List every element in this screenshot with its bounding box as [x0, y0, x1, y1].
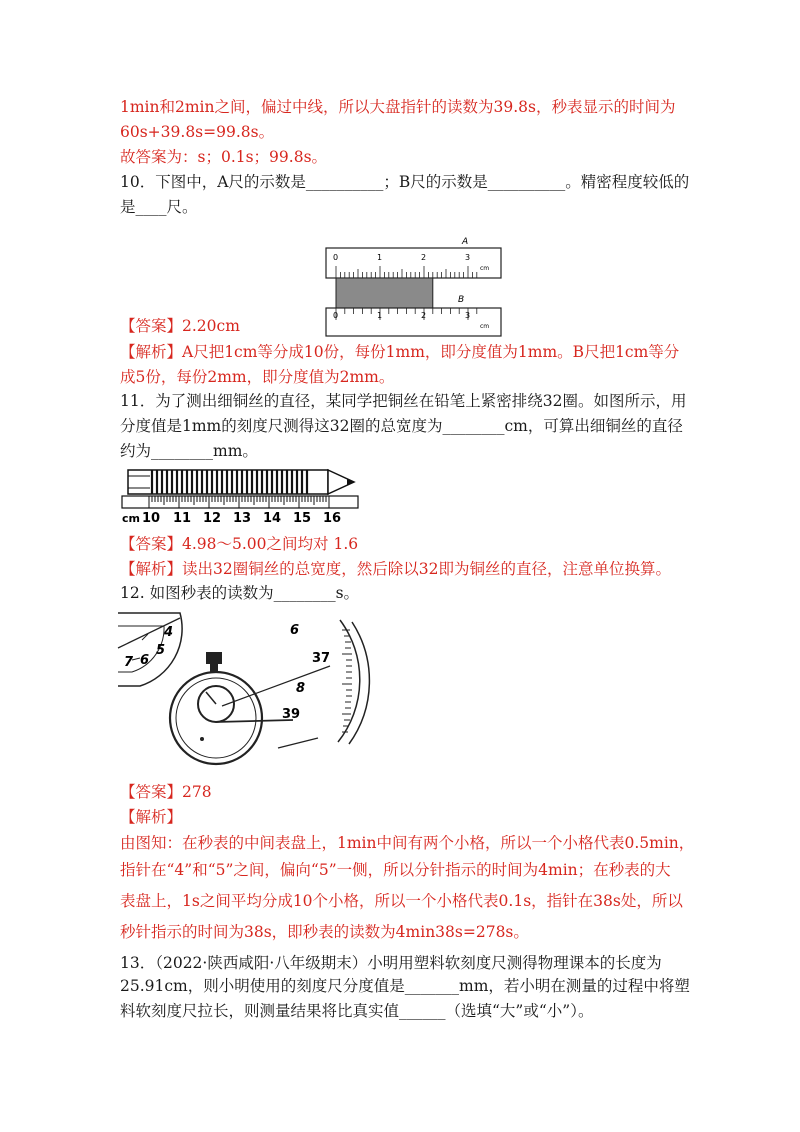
q11-text-line-1: 11．为了测出细铜丝的直径，某同学把铜丝在铅笔上紧密排绕32圈。如图所示，用 [120, 392, 687, 410]
ruler-tick-15: 15 [293, 511, 312, 526]
ruler-b [326, 308, 501, 336]
prev-analysis-line-1: 1min和2min之间，偏过中线，所以大盘指针的读数为39.8s，秒表显示的时间为 [120, 98, 676, 116]
small-dial-label-7: 7 [124, 655, 134, 670]
ruler-unit: cm [122, 512, 140, 525]
big-dial-magnified [338, 620, 360, 742]
q12-stopwatch-figure [118, 608, 363, 778]
q12-analysis-line-4: 秒针指示的时间为38s，即秒表的读数为4min38s=278s。 [120, 923, 529, 941]
q13-text-line-1: 13．（2022·陕西咸阳·八年级期末）小明用塑料软刻度尺测得物理课本的长度为 [120, 954, 662, 972]
q11-analysis: 【解析】读出32圈铜丝的总宽度，然后除以32即为铜丝的直径，注意单位换算。 [120, 560, 671, 578]
ruler-a-label: A [462, 237, 469, 247]
q12-analysis-line-3: 表盘上，1s之间平均分成10个小格，所以一个小格代表0.1s，指针在38s处，所以 [120, 892, 683, 910]
q12-analysis-line-1: 由图知：在秒表的中间表盘上，1min中间有两个小格，所以一个小格代表0.5min， [120, 834, 695, 852]
ruler-b-unit: cm [480, 323, 490, 330]
ruler-tick-13: 13 [233, 511, 252, 526]
ruler-b-label: B [458, 295, 465, 305]
q10-rulers-figure [322, 234, 507, 338]
stopwatch [170, 652, 293, 764]
q11-pencil-ruler-figure [122, 466, 358, 526]
ruler-tick-10: 10 [142, 511, 161, 526]
q10-analysis-line-1: 【解析】A尺把1cm等分成10份，每份1mm，即分度值为1mm。B尺把1cm等分 [120, 343, 680, 361]
ruler-a-tick-3: 3 [465, 253, 471, 262]
ruler-a [326, 248, 501, 278]
q10-text-line-2: 是____尺。 [120, 198, 198, 216]
q12-text-line-1: 12. 如图秒表的读数为________s。 [120, 584, 360, 602]
q11-text-line-2: 分度值是1mm的刻度尺测得这32圈的总宽度为________cm，可算出细铜丝的直径 [120, 417, 683, 435]
big-dial-label-6: 6 [290, 623, 300, 638]
measured-block [336, 278, 433, 308]
small-dial-label-6: 6 [140, 653, 150, 668]
ruler-tick-12: 12 [203, 511, 222, 526]
ruler-a-tick-2: 2 [421, 253, 427, 262]
big-dial-label-8: 8 [296, 681, 306, 696]
q11-answer: 【答案】4.98～5.00之间均对 1.6 [120, 535, 359, 553]
q13-text-line-3: 料软刻度尺拉长，则测量结果将比真实值______（选填“大”或“小”）。 [120, 1002, 594, 1020]
small-dial-magnified [118, 613, 182, 686]
ruler-b-tick-2: 2 [421, 311, 427, 320]
prev-analysis-line-2: 60s+39.8s=99.8s。 [120, 123, 275, 141]
ruler-tick-16: 16 [323, 511, 342, 526]
q10-text-line-1: 10．下图中，A尺的示数是__________；B尺的示数是__________。精密程度较低的 [120, 173, 690, 191]
q10-analysis-line-2: 成5份，每份2mm，即分度值为2mm。 [120, 368, 395, 386]
ruler-a-tick-1: 1 [377, 253, 383, 262]
ruler-b-tick-0: 0 [333, 311, 339, 320]
big-dial-label-39: 39 [282, 707, 301, 722]
q10-answer: 【答案】2.20cm [120, 317, 240, 335]
q13-text-line-2: 25.91cm，则小明使用的刻度尺分度值是_______mm，若小明在测量的过程中将塑 [120, 977, 690, 995]
ruler-tick-11: 11 [173, 511, 192, 526]
q12-answer: 【答案】278 [120, 783, 212, 801]
q12-analysis-line-2: 指针在“4”和“5”之间，偏向“5”一侧，所以分针指示的时间为4min；在秒表的大 [120, 861, 671, 879]
prev-answer-summary: 故答案为：s；0.1s；99.8s。 [120, 148, 328, 166]
q11-text-line-3: 约为________mm。 [120, 442, 258, 460]
small-dial-label-4: 4 [164, 625, 174, 640]
q12-analysis-title: 【解析】 [120, 808, 183, 826]
ruler-b-tick-1: 1 [377, 311, 383, 320]
ruler-b-tick-3: 3 [465, 311, 471, 320]
ruler-a-unit: cm [480, 265, 490, 272]
ruler-a-tick-0: 0 [333, 253, 339, 262]
ruler-tick-14: 14 [263, 511, 282, 526]
small-dial-label-5: 5 [156, 643, 166, 658]
big-dial-label-37: 37 [312, 651, 331, 666]
